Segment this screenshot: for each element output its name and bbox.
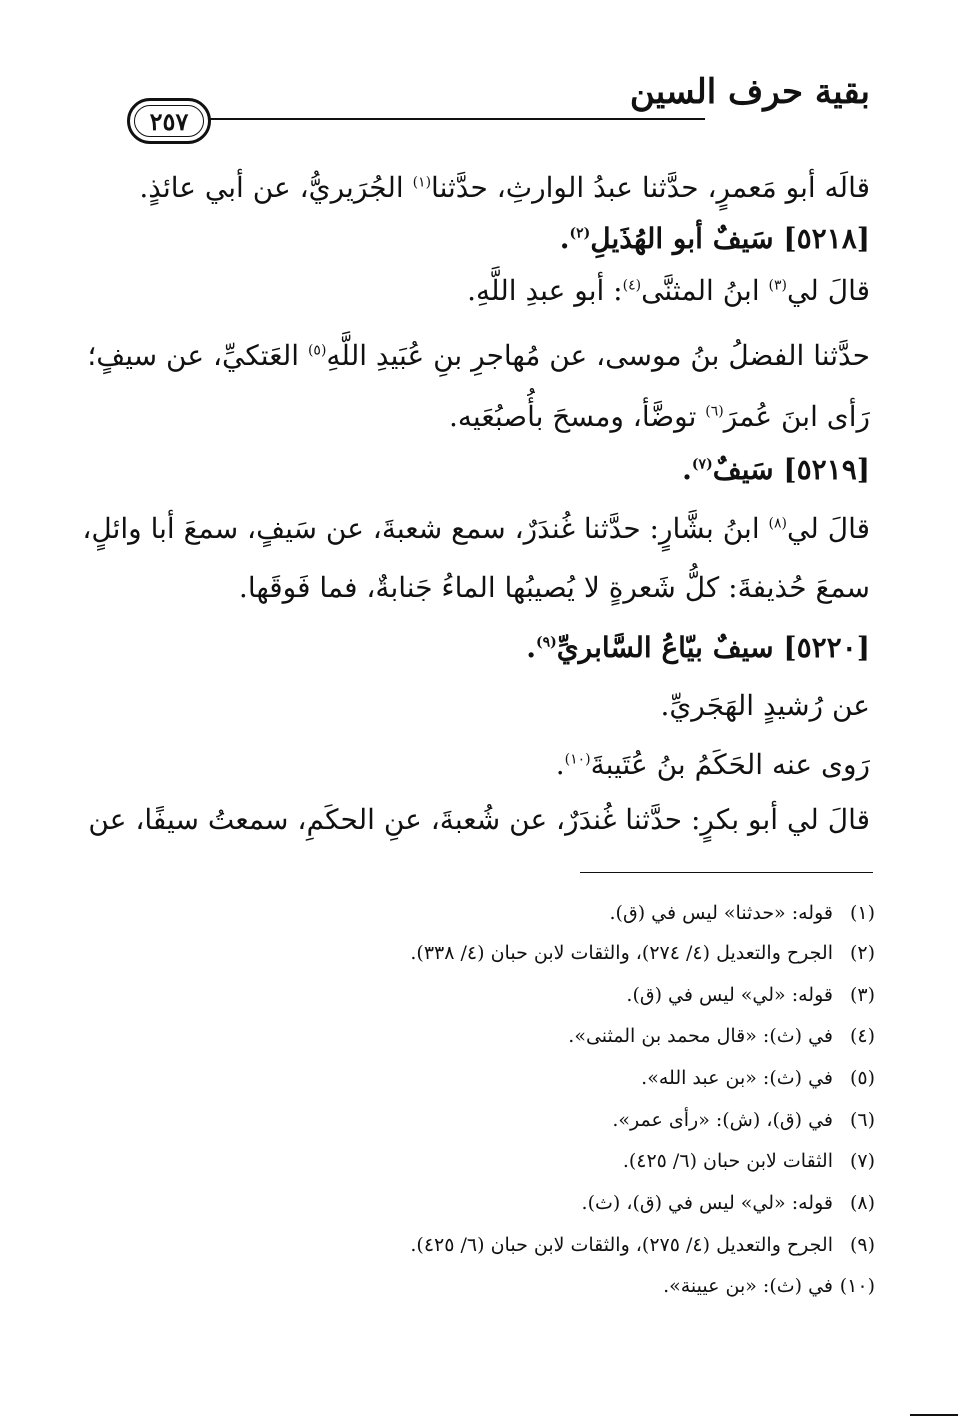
body-line [139,168,870,208]
footnote-marker: (٧) [691,456,713,473]
footnote [568,1023,875,1049]
running-header-title: بقية حرف السين [629,72,870,112]
footnote-number: (٤) [849,1025,875,1047]
footnote [641,1065,875,1091]
body-line [239,568,870,608]
body-line-text: : أبو عبدِ اللَّهِ. [467,274,623,307]
body-line-text: قالَه أبو مَعمرٍ، حدَّثنا عبدُ الوارثِ، حدَّثنا [431,171,870,204]
body-line [660,686,870,726]
body-line [526,628,870,668]
footnote-number: (٩) [849,1234,875,1256]
footnote-marker: (٤) [622,277,642,294]
footnote-text: قوله: «لي» ليس في (ق)، (ث). [581,1192,833,1214]
body-line-text: . [526,631,536,664]
footnote [623,1148,875,1174]
footnote-text: الثقات لابن حبان (٦/ ٤٢٥). [622,1150,833,1172]
body-line [88,800,870,840]
footnote-number: (٦) [849,1109,875,1131]
body-line-text: سمعَ حُذيفةَ: كلُّ شَعرةٍ لا يُصيبُها الماءُ جَنابةٌ، فما فَوقَها. [238,571,870,604]
body-line-text: . [559,222,570,255]
footnote-number: (١٠) [839,1275,875,1297]
corner-mark [910,1414,958,1416]
body-line-text: . [682,453,692,486]
footnote-number: (١) [849,902,875,924]
body-line [82,509,870,549]
body-line-text: . [555,748,565,781]
page-number-badge [127,98,211,144]
footnote [663,1273,875,1299]
body-line-text: ابنُ المثنَّى [641,274,769,307]
footnote-marker: (٦) [705,403,724,420]
footnote-marker: (٣) [768,277,787,294]
footnote [582,1190,875,1216]
footnote-marker: (٢) [569,225,591,242]
footnote-text: الجرح والتعديل (٤/ ٢٧٥)، والثقات لابن حبان (٦/ ٤٢٥). [410,1234,833,1256]
body-line-text: قالَ لي أبو بكرٍ: حدَّثنا غُندَرٌ، عن شُعبةَ، عنِ الحكَمِ، سمعتُ سيفًا، عن [88,803,870,836]
footnote-marker: (١٠) [564,751,591,768]
footnote-text: في (ث): «بن عبد الله». [641,1067,833,1089]
body-line-text: قالَ لي [786,274,870,307]
body-line-text: العَتكيِّ، عن سيفٍ؛ [87,339,308,372]
footnote-number: (٥) [849,1067,875,1089]
page-number: ٢٥٧ [149,106,189,136]
footnote-number: (٧) [849,1150,875,1172]
footnote-marker: (٨) [768,515,787,532]
body-line-text: توضَّأ، ومسحَ بأُصبُعَيه. [448,400,706,433]
footnote [626,982,875,1008]
body-line [467,271,870,311]
footnote [410,940,875,966]
footnote-text: الجرح والتعديل (٤/ ٢٧٤)، والثقات لابن حبان (٤/ ٣٣٨). [410,942,833,964]
footnote-text: في (ث): «قال محمد بن المثنى». [568,1025,833,1047]
footnote [610,900,875,926]
body-line-text: الجُرَيريُّ، عن أبي عائذٍ. [139,171,413,204]
body-line-text: قالَ لي [786,512,870,545]
footnote [612,1107,875,1133]
body-line-text: [٥٢١٩] سَيفٌ [712,453,870,486]
footnote-text: في (ث): «بن عيينة». [663,1275,833,1297]
body-line-text: رَوى عنه الحَكَمُ بنُ عُتَيبةَ [590,748,870,781]
body-line-text: رَأى ابنَ عُمرَ [723,400,870,433]
footnote-text: قوله: «حدثنا» ليس في (ق). [609,902,833,924]
body-line [87,336,870,376]
body-line [682,450,870,490]
footnote [410,1232,875,1258]
body-line-text: حدَّثنا الفضلُ بنُ موسى، عن مُهاجرِ بنِ عُبَيدِ اللَّهِ [326,339,870,372]
body-line [556,745,870,785]
footnote-marker: (٥) [307,342,327,359]
footnote-text: قوله: «لي» ليس في (ق). [626,984,833,1006]
body-line-text: عن رُشيدٍ الهَجَريِّ. [660,689,870,722]
body-line [560,219,870,259]
body-line-text: [٥٢١٨] سَيفٌ أبو الهُذَيلِ [590,222,870,255]
footnote-separator [580,872,873,873]
footnote-marker: (٩) [535,634,557,651]
footnote-number: (٨) [849,1192,875,1214]
footnote-number: (٣) [849,984,875,1006]
footnote-number: (٢) [849,942,875,964]
footnote-text: في (ق)، (ش): «رأى عمر». [612,1109,833,1131]
body-line-text: [٥٢٢٠] سيفٌ بيّاعُ السَّابريِّ [556,631,870,664]
body-line-text: ابنُ بشَّارٍ: حدَّثنا غُندَرٌ، سمع شعبةَ، عن سَيفٍ، سمعَ أبا وائلٍ، [82,512,769,545]
footnote-marker: (١) [412,174,432,191]
body-line [449,397,870,437]
header-rule [200,118,705,120]
